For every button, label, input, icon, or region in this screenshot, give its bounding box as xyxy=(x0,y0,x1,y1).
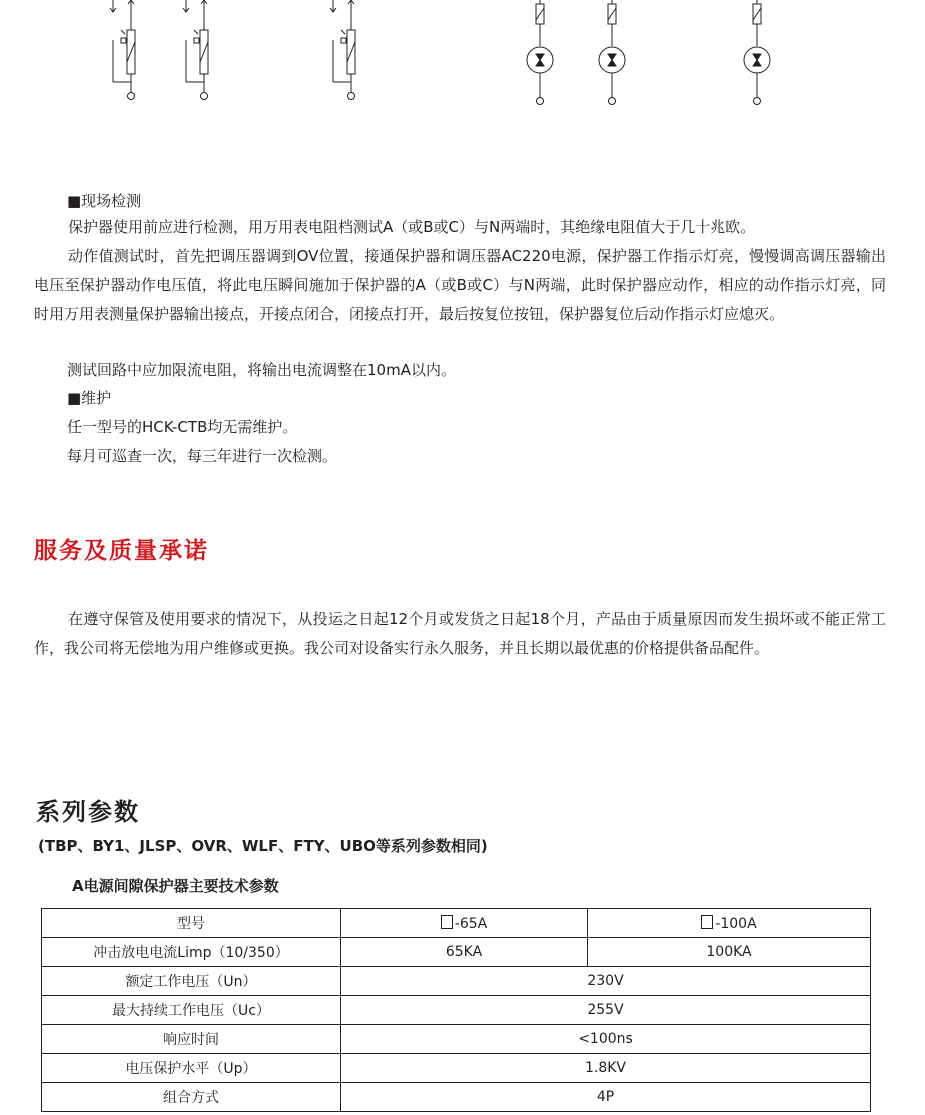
row-value-cell: 4P xyxy=(341,1083,871,1112)
row-value-b-cell: 100KA xyxy=(588,938,871,967)
table-title: A电源间隙保护器主要技术参数 xyxy=(72,877,279,895)
header-label-cell: 型号 xyxy=(42,909,341,938)
table-row xyxy=(42,1054,871,1083)
checkbox-square-icon xyxy=(701,915,713,929)
table-header-row xyxy=(42,909,871,938)
maintenance-paragraph-2: 每月可巡查一次，每三年进行一次检测。 xyxy=(67,447,338,465)
row-value-cell: <100ns xyxy=(341,1025,871,1054)
service-paragraph: 在遵守保管及使用要求的情况下，从投运之日起12个月或发货之日起18个月，产品由于质量原因而发生损坏或不能正常工作，我公司将无偿地为用户维修或更换。我公司对设备实行永久服务，并且长期以最优惠的价格提供备品配件。 xyxy=(34,610,886,657)
row-label-cell: 额定工作电压（Un） xyxy=(42,967,341,996)
service-title: 服务及质量承诺 xyxy=(34,538,209,564)
varistor-unit-3 xyxy=(330,0,355,100)
spec-table xyxy=(41,908,871,1112)
wiring-diagrams xyxy=(0,0,925,110)
series-note: (TBP、BY1、JLSP、OVR、WLF、FTY、UBO等系列参数相同) xyxy=(38,837,488,855)
table-row xyxy=(42,967,871,996)
varistor-unit-2 xyxy=(183,0,208,100)
table-row xyxy=(42,938,871,967)
field-test-paragraph-3: 测试回路中应加限流电阻，将输出电流调整在10mA以内。 xyxy=(67,361,456,379)
row-label-cell: 冲击放电电流Limp（10/350） xyxy=(42,938,341,967)
maintenance-heading: ■维护 xyxy=(67,389,112,407)
gap-unit-2 xyxy=(599,0,625,105)
row-label-cell: 组合方式 xyxy=(42,1083,341,1112)
field-test-heading: ■现场检测 xyxy=(67,192,142,210)
series-title: 系列参数 xyxy=(36,798,140,826)
table-row xyxy=(42,996,871,1025)
field-test-paragraph-1: 保护器使用前应进行检测，用万用表电阻档测试A（或B或C）与N两端时，其绝缘电阻值大于几十兆欧。 xyxy=(68,218,756,236)
row-value-cell: 230V xyxy=(341,967,871,996)
header-model-b-cell xyxy=(588,909,871,938)
maintenance-paragraph-1: 任一型号的HCK-CTB均无需维护。 xyxy=(67,418,298,436)
checkbox-square-icon xyxy=(441,915,453,929)
row-label-cell: 响应时间 xyxy=(42,1025,341,1054)
row-label-cell: 电压保护水平（Up） xyxy=(42,1054,341,1083)
row-label-cell: 最大持续工作电压（Uc） xyxy=(42,996,341,1025)
row-value-a-cell: 65KA xyxy=(341,938,588,967)
gap-unit-3 xyxy=(744,0,770,105)
gap-unit-1 xyxy=(527,0,553,105)
field-test-paragraph-2: 动作值测试时，首先把调压器调到OV位置，接通保护器和调压器AC220电源，保护器工作指示灯亮，慢慢调高调压器输出电压至保护器动作电压值，将此电压瞬间施加于保护器的A（或B或C）与N两端，此时保护器应动作，相应的动作指示灯亮，同时用万用表测量保护器输出接点，开接点闭合，闭接点打开，最后按复位按钮，保护器复位后动作指示灯应熄灭。 xyxy=(34,247,886,323)
varistor-unit-1 xyxy=(110,0,135,100)
table-row xyxy=(42,1083,871,1112)
row-value-cell: 1.8KV xyxy=(341,1054,871,1083)
header-model-a-text: -65A xyxy=(454,915,488,932)
header-model-b-text: -100A xyxy=(715,915,757,932)
table-row xyxy=(42,1025,871,1054)
row-value-cell: 255V xyxy=(341,996,871,1025)
header-model-a-cell xyxy=(341,909,588,938)
